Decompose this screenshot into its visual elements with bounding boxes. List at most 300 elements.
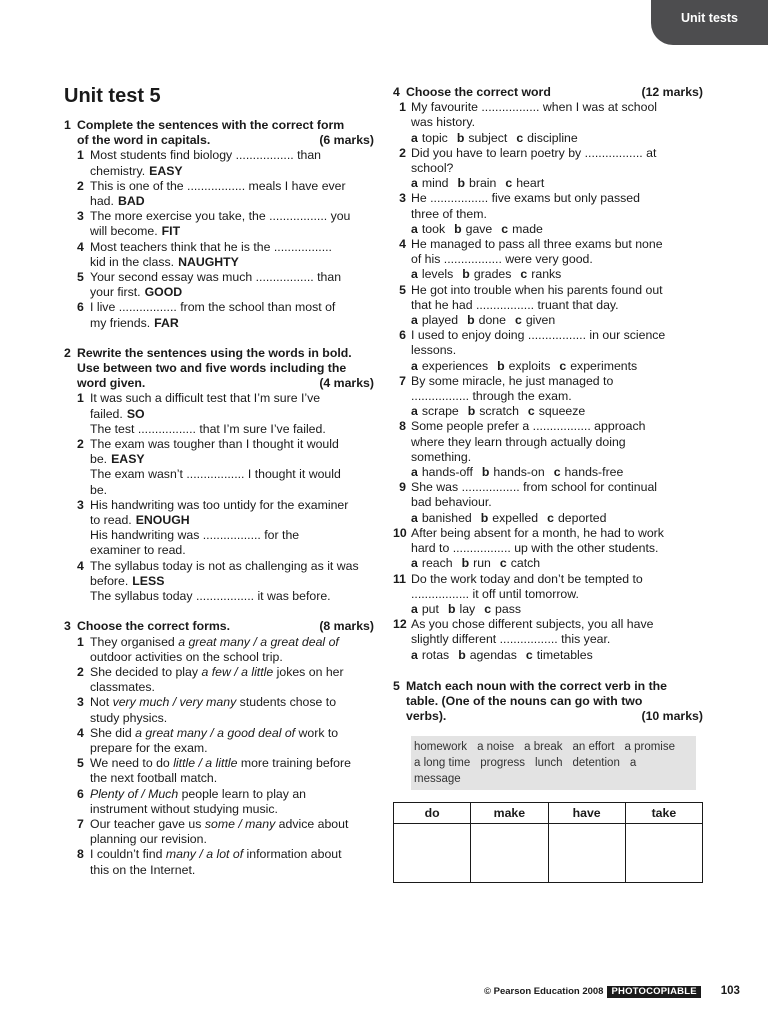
question-item xyxy=(77,635,374,665)
question-text xyxy=(411,283,703,329)
option-b[interactable]: expelled xyxy=(492,510,539,525)
question-line: something. xyxy=(411,449,472,464)
answer-line: The exam wasn’t ................. I thought it would xyxy=(90,467,341,482)
noun-item: an effort xyxy=(572,741,615,754)
question-number: 2 xyxy=(399,145,406,160)
question-number: 2 xyxy=(77,178,84,193)
option-letter: b xyxy=(458,647,466,662)
keyword: FAR xyxy=(154,315,179,330)
option-a[interactable]: scrape xyxy=(421,404,459,419)
question-line: that he had ................. truant that day. xyxy=(411,297,619,312)
question-line: As you chose different subjects, you all have xyxy=(411,617,654,632)
option-letter: b xyxy=(447,601,456,616)
option-c[interactable]: discipline xyxy=(527,130,578,145)
answer-cell-take[interactable] xyxy=(625,824,702,883)
option-c[interactable]: made xyxy=(512,221,543,236)
question-number: 4 xyxy=(399,237,406,252)
question-item xyxy=(393,572,703,618)
question-line: They organised a great many / a great deal of xyxy=(90,634,339,649)
left-column xyxy=(64,118,374,878)
answer-options xyxy=(411,556,703,571)
question-text xyxy=(90,847,374,877)
answer-options xyxy=(411,404,703,419)
verb-table-answer-row xyxy=(394,824,703,883)
section-marks: (6 marks) xyxy=(319,133,374,148)
question-number: 4 xyxy=(77,725,84,740)
option-a[interactable]: banished xyxy=(421,510,472,525)
question-item xyxy=(77,726,374,756)
question-number: 6 xyxy=(77,300,84,315)
question-number: 6 xyxy=(77,786,84,801)
keyword: EASY xyxy=(111,452,145,467)
option-letter: b xyxy=(497,358,505,373)
answer-options xyxy=(411,511,703,526)
question-line: be. EASY xyxy=(90,452,145,467)
unit-tests-tab: Unit tests xyxy=(651,0,768,45)
question-text xyxy=(90,498,374,559)
question-item xyxy=(393,617,703,663)
right-column xyxy=(393,85,703,883)
question-number: 4 xyxy=(77,558,84,573)
option-letter: a xyxy=(411,176,418,191)
question-line: prepare for the exam. xyxy=(90,740,208,755)
question-line: The exam was tougher than I thought it would xyxy=(90,437,339,452)
option-c[interactable]: ranks xyxy=(531,267,562,282)
section-number: 2 xyxy=(64,345,71,360)
option-letter: b xyxy=(461,556,470,571)
section-4 xyxy=(393,85,703,663)
noun-item: a noise xyxy=(477,741,515,754)
option-a[interactable]: mind xyxy=(421,176,449,191)
question-line: Some people prefer a ................. approach xyxy=(411,419,646,434)
option-letter: a xyxy=(411,130,418,145)
answer-options xyxy=(411,267,703,282)
question-number: 1 xyxy=(399,100,406,115)
question-number: 12 xyxy=(393,617,407,632)
option-letter: a xyxy=(411,267,418,282)
question-item xyxy=(77,148,374,178)
option-b[interactable]: exploits xyxy=(508,358,551,373)
question-line: I couldn’t find many / a lot of information about xyxy=(90,847,342,862)
question-text xyxy=(411,146,703,192)
option-a[interactable]: played xyxy=(421,313,459,328)
choice-options: a great many / a good deal of xyxy=(135,725,296,740)
question-line: of his ................. were very good. xyxy=(411,252,593,267)
keyword: GOOD xyxy=(144,285,183,300)
photocopiable-badge: PHOTOCOPIABLE xyxy=(607,986,700,998)
option-a[interactable]: rotas xyxy=(421,647,450,662)
question-text xyxy=(90,300,374,330)
noun-row xyxy=(414,755,696,787)
question-line: will become. FIT xyxy=(90,224,181,239)
question-line: before. LESS xyxy=(90,573,165,588)
question-line: instrument without studying music. xyxy=(90,801,278,816)
question-item xyxy=(77,559,374,605)
verb-column-have: have xyxy=(548,803,625,824)
question-line: your first. GOOD xyxy=(90,285,183,300)
section-3 xyxy=(64,619,374,877)
question-text xyxy=(90,148,374,178)
question-line: chemistry. EASY xyxy=(90,163,183,178)
option-c[interactable]: squeeze xyxy=(538,404,586,419)
question-number: 3 xyxy=(77,695,84,710)
question-number: 11 xyxy=(393,571,406,586)
section-3-heading: 3 Choose the correct forms. (8 marks) xyxy=(64,619,374,634)
section-number: 4 xyxy=(393,85,400,99)
question-item xyxy=(77,240,374,270)
question-item xyxy=(77,665,374,695)
question-line: failed. SO xyxy=(90,406,145,421)
question-line: My favourite ................. when I was at school xyxy=(411,100,658,115)
question-item xyxy=(77,437,374,498)
question-item xyxy=(393,191,703,237)
option-letter: c xyxy=(505,176,513,191)
question-item xyxy=(77,179,374,209)
question-number: 10 xyxy=(393,525,407,540)
question-text xyxy=(90,559,374,605)
noun-item: a long time xyxy=(414,757,471,770)
question-line: Did you have to learn poetry by ................. at xyxy=(411,145,657,160)
section-number: 1 xyxy=(64,118,71,132)
question-line: Not very much / very many students chose to xyxy=(90,695,337,710)
answer-line: The test ................. that I’m sure I’ve failed. xyxy=(90,421,326,436)
noun-item: detention xyxy=(572,757,620,770)
option-letter: b xyxy=(462,267,470,282)
option-b[interactable]: gave xyxy=(465,221,493,236)
question-line: three of them. xyxy=(411,206,487,221)
question-item xyxy=(393,374,703,420)
section-marks: (8 marks) xyxy=(319,619,374,634)
option-letter: a xyxy=(411,556,418,571)
question-line: classmates. xyxy=(90,680,155,695)
question-number: 9 xyxy=(399,480,406,495)
question-line: The more exercise you take, the ................. you xyxy=(90,209,351,224)
option-c[interactable]: heart xyxy=(516,176,545,191)
question-line: school? xyxy=(411,161,454,176)
question-line: my friends. FAR xyxy=(90,315,179,330)
option-letter: b xyxy=(480,510,489,525)
question-number: 3 xyxy=(77,497,84,512)
answer-options xyxy=(411,465,703,480)
question-text xyxy=(411,328,703,374)
question-item xyxy=(77,695,374,725)
option-letter: c xyxy=(547,510,554,525)
answer-options xyxy=(411,176,703,191)
question-text xyxy=(90,817,374,847)
choice-options: some / many xyxy=(204,816,276,831)
question-line: outdoor activities on the school trip. xyxy=(90,649,283,664)
question-text xyxy=(411,100,703,146)
noun-item: progress xyxy=(480,757,526,770)
answer-cell-do[interactable] xyxy=(394,824,471,883)
page-title: Unit test 5 xyxy=(64,85,161,107)
question-line: It was such a difficult test that I’m sure I’ve xyxy=(90,391,321,406)
option-letter: c xyxy=(484,601,492,616)
question-number: 3 xyxy=(77,209,84,224)
question-line: By some miracle, he just managed to xyxy=(411,373,614,388)
question-text xyxy=(90,726,374,756)
question-text xyxy=(90,665,374,695)
question-line: He got into trouble when his parents found out xyxy=(411,282,663,297)
option-letter: b xyxy=(467,313,475,328)
question-number: 4 xyxy=(77,239,84,254)
question-line: She decided to play a few / a little jokes on her xyxy=(90,664,344,679)
question-line: I used to enjoy doing ................. in our science xyxy=(411,328,666,343)
option-letter: c xyxy=(514,313,522,328)
question-item xyxy=(77,270,374,300)
question-text xyxy=(411,419,703,480)
option-letter: a xyxy=(411,510,418,525)
section-5 xyxy=(393,679,703,884)
question-item xyxy=(77,847,374,877)
question-text xyxy=(90,635,374,665)
question-text xyxy=(90,270,374,300)
question-item xyxy=(77,209,374,239)
answer-cell-have[interactable] xyxy=(548,824,625,883)
question-line: to read. ENOUGH xyxy=(90,513,190,528)
section-marks: (12 marks) xyxy=(641,85,703,99)
question-number: 3 xyxy=(399,191,406,206)
choice-options: very much / very many xyxy=(112,695,237,710)
option-letter: c xyxy=(516,130,524,145)
question-line: study physics. xyxy=(90,710,168,725)
option-letter: a xyxy=(411,358,418,373)
question-line: Your second essay was much ................. than xyxy=(90,270,342,285)
section-marks: (4 marks) xyxy=(319,376,374,391)
option-a[interactable]: took xyxy=(421,221,446,236)
answer-line: examiner to read. xyxy=(90,543,186,558)
question-number: 2 xyxy=(77,437,84,452)
question-number: 2 xyxy=(77,664,84,679)
question-text xyxy=(411,617,703,663)
option-letter: a xyxy=(411,601,418,616)
question-item xyxy=(393,283,703,329)
question-text xyxy=(90,756,374,786)
option-a[interactable]: reach xyxy=(421,556,453,571)
noun-box xyxy=(411,736,696,790)
answer-line: be. xyxy=(90,482,108,497)
question-item xyxy=(77,787,374,817)
answer-options xyxy=(411,602,703,617)
question-line: He ................. five exams but only passed xyxy=(411,191,640,206)
option-c[interactable]: given xyxy=(525,313,556,328)
choice-options: many / a lot of xyxy=(165,847,244,862)
question-item xyxy=(77,756,374,786)
question-item xyxy=(77,391,374,437)
question-text xyxy=(411,526,703,572)
option-letter: a xyxy=(411,313,418,328)
keyword: NAUGHTY xyxy=(178,254,239,269)
question-line: bad behaviour. xyxy=(411,495,492,510)
footer xyxy=(484,984,744,1000)
option-letter: c xyxy=(553,465,561,480)
question-item xyxy=(393,146,703,192)
option-b[interactable]: agendas xyxy=(469,647,517,662)
option-letter: a xyxy=(411,465,418,480)
question-number: 8 xyxy=(399,419,406,434)
question-number: 7 xyxy=(77,816,84,831)
choice-options: a few / a little xyxy=(201,664,274,679)
option-letter: c xyxy=(499,556,507,571)
answer-options xyxy=(411,222,703,237)
question-text xyxy=(90,391,374,437)
option-b[interactable]: scratch xyxy=(479,404,519,419)
question-item xyxy=(77,300,374,330)
question-line: Our teacher gave us some / many advice about xyxy=(90,816,349,831)
question-number: 5 xyxy=(77,756,84,771)
question-text xyxy=(90,179,374,209)
section-1 xyxy=(64,118,374,331)
section-4-heading: 4 Choose the correct word (12 marks) xyxy=(393,85,703,99)
question-line: had. BAD xyxy=(90,194,145,209)
question-text xyxy=(411,237,703,283)
question-line: this on the Internet. xyxy=(90,862,196,877)
option-b[interactable]: lay xyxy=(459,601,476,616)
question-line: hard to ................. up with the other students. xyxy=(411,541,659,556)
option-c[interactable]: experiments xyxy=(570,358,638,373)
option-a[interactable]: hands-off xyxy=(421,465,473,480)
answer-line: The syllabus today ................. it was before. xyxy=(90,589,331,604)
option-a[interactable]: experiences xyxy=(421,358,489,373)
answer-line: His handwriting was ................. for the xyxy=(90,528,300,543)
question-line: lessons. xyxy=(411,343,457,358)
question-line: After being absent for a month, he had to work xyxy=(411,525,664,540)
question-text xyxy=(411,572,703,618)
option-a[interactable]: levels xyxy=(421,267,454,282)
section-marks: (10 marks) xyxy=(641,709,703,724)
option-letter: c xyxy=(525,647,533,662)
option-letter: a xyxy=(411,404,418,419)
question-number: 8 xyxy=(77,847,84,862)
option-c[interactable]: catch xyxy=(510,556,541,571)
question-line: We need to do little / a little more training before xyxy=(90,756,351,771)
question-number: 1 xyxy=(77,148,84,163)
question-text xyxy=(90,209,374,239)
question-line: He managed to pass all three exams but none xyxy=(411,237,663,252)
verb-table xyxy=(393,802,703,883)
question-line: kid in the class. NAUGHTY xyxy=(90,254,239,269)
question-item xyxy=(393,328,703,374)
question-line: planning our revision. xyxy=(90,832,207,847)
option-b[interactable]: brain xyxy=(469,176,497,191)
option-b[interactable]: subject xyxy=(468,130,508,145)
noun-row xyxy=(414,739,696,755)
option-b[interactable]: hands-on xyxy=(493,465,545,480)
verb-column-do: do xyxy=(394,803,471,824)
question-line: the next football match. xyxy=(90,771,218,786)
choice-options: little / a little xyxy=(173,756,238,771)
noun-item: a promise xyxy=(624,741,676,754)
question-text xyxy=(90,695,374,725)
question-line: where they learn through actually doing xyxy=(411,434,626,449)
question-number: 5 xyxy=(399,282,406,297)
question-item xyxy=(393,480,703,526)
option-b[interactable]: grades xyxy=(473,267,512,282)
option-letter: a xyxy=(411,221,418,236)
answer-cell-make[interactable] xyxy=(471,824,548,883)
question-number: 1 xyxy=(77,634,84,649)
question-line: Most teachers think that he is the ................. xyxy=(90,239,332,254)
option-letter: a xyxy=(411,647,418,662)
option-c[interactable]: hands-free xyxy=(564,465,624,480)
verb-column-take: take xyxy=(625,803,702,824)
keyword: SO xyxy=(126,406,145,421)
option-a[interactable]: topic xyxy=(421,130,448,145)
question-item xyxy=(393,100,703,146)
answer-options xyxy=(411,359,703,374)
answer-options xyxy=(411,131,703,146)
question-line: slightly different ................. this year. xyxy=(411,632,611,647)
question-number: 5 xyxy=(77,270,84,285)
section-1-heading: 1 Complete the sentences with the correct form of the word in capitals. (6 marks) xyxy=(64,118,374,148)
section-2 xyxy=(64,346,374,604)
keyword: LESS xyxy=(132,573,165,588)
question-line: ................. through the exam. xyxy=(411,389,572,404)
verb-table-header xyxy=(394,803,703,824)
question-item xyxy=(77,817,374,847)
question-item xyxy=(393,237,703,283)
question-item xyxy=(393,526,703,572)
noun-item: lunch xyxy=(535,757,563,770)
question-number: 1 xyxy=(77,391,84,406)
option-c[interactable]: timetables xyxy=(536,647,593,662)
question-text xyxy=(411,191,703,237)
noun-item: a message xyxy=(414,757,637,786)
question-line: Plenty of / Much people learn to play an xyxy=(90,786,307,801)
question-number: 7 xyxy=(399,373,406,388)
keyword: EASY xyxy=(149,163,183,178)
option-letter: b xyxy=(457,176,466,191)
answer-options xyxy=(411,648,703,663)
option-letter: c xyxy=(501,221,509,236)
option-c[interactable]: deported xyxy=(557,510,607,525)
option-c[interactable]: pass xyxy=(495,601,522,616)
question-line: Do the work today and don’t be tempted to xyxy=(411,571,643,586)
question-text xyxy=(411,480,703,526)
question-item xyxy=(393,419,703,480)
question-text xyxy=(90,787,374,817)
keyword: ENOUGH xyxy=(135,513,190,528)
option-letter: b xyxy=(481,465,490,480)
option-letter: c xyxy=(527,404,535,419)
verb-column-make: make xyxy=(471,803,548,824)
section-number: 3 xyxy=(64,619,71,634)
option-letter: b xyxy=(456,130,465,145)
question-text xyxy=(411,374,703,420)
question-line: This is one of the ................. meals I have ever xyxy=(90,178,346,193)
question-item xyxy=(77,498,374,559)
question-line: She did a great many / a good deal of work to xyxy=(90,725,339,740)
option-a[interactable]: put xyxy=(421,601,439,616)
question-line: She was ................. from school for continual xyxy=(411,480,658,495)
copyright: © Pearson Education 2008 xyxy=(484,986,604,998)
question-line: Most students find biology ................. than xyxy=(90,148,322,163)
choice-options: a great many / a great deal of xyxy=(178,634,339,649)
page-number: 103 xyxy=(720,985,740,998)
option-b[interactable]: run xyxy=(473,556,491,571)
section-number: 5 xyxy=(393,678,400,693)
question-line: The syllabus today is not as challenging as it was xyxy=(90,558,359,573)
question-text xyxy=(90,240,374,270)
option-letter: c xyxy=(559,358,567,373)
question-line: ................. it off until tomorrow. xyxy=(411,586,579,601)
section-5-heading: 5 Match each noun with the correct verb in the table. (One of the nouns can go with two verbs). (10 marks) xyxy=(393,678,703,724)
question-line: I live ................. from the school than most of xyxy=(90,300,336,315)
noun-item: a break xyxy=(524,741,563,754)
option-b[interactable]: done xyxy=(478,313,506,328)
option-letter: b xyxy=(467,404,476,419)
noun-item: homework xyxy=(414,741,468,754)
